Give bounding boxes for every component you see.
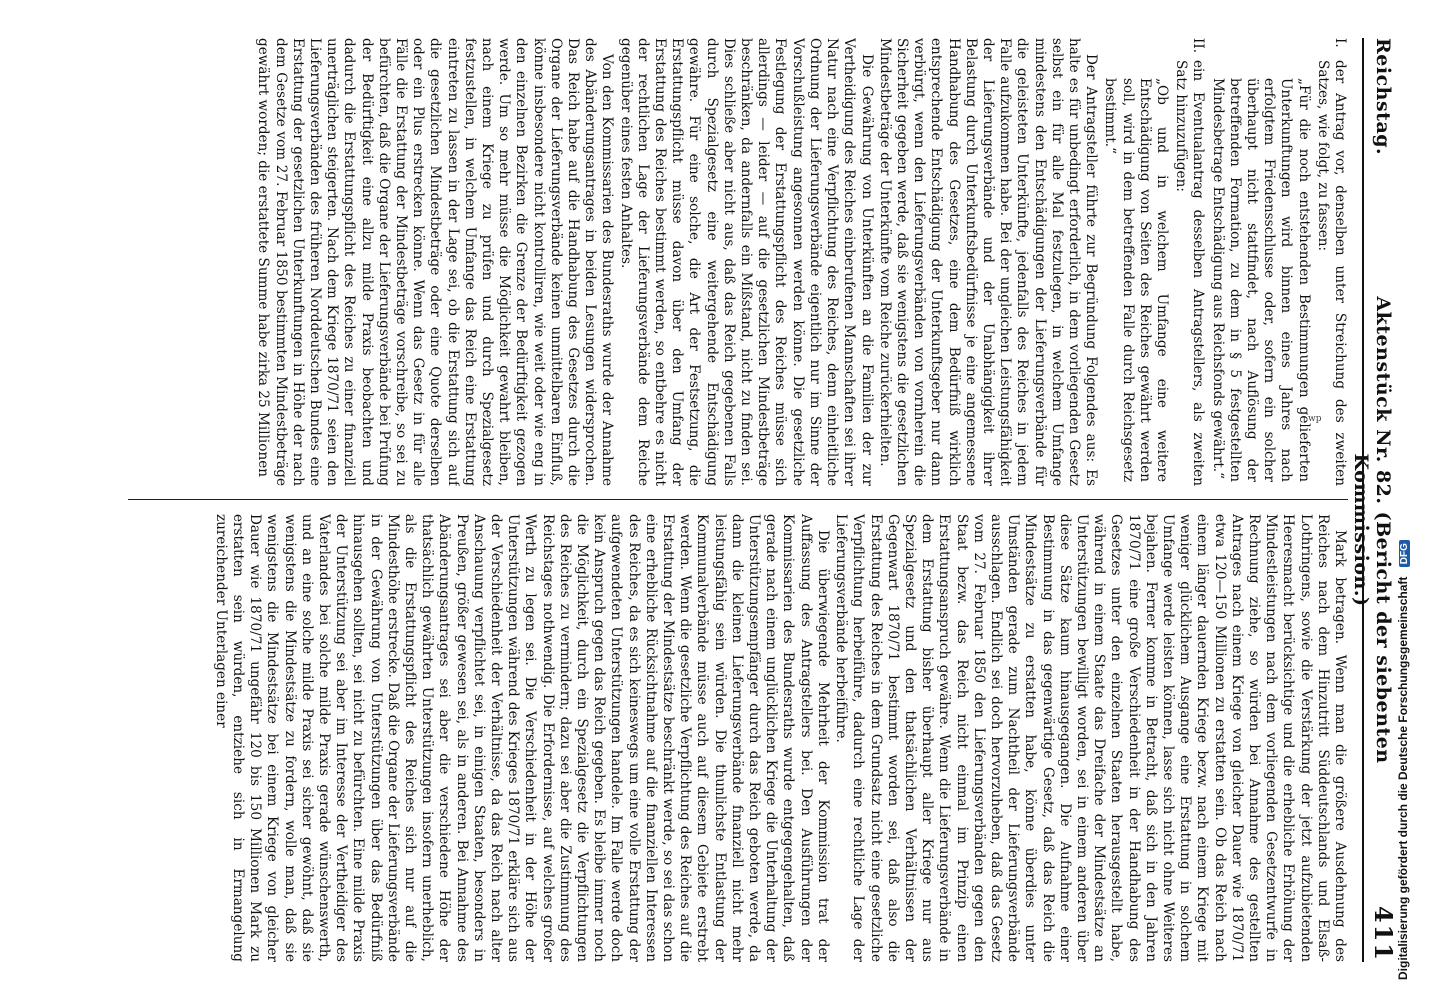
margin-mark: wp [1308, 414, 1322, 424]
quoted-text: „Für die noch entstehenden Bestimmungen gelieferten Unterkunftungen wird binnen eines Jahres nach erfolgtem Friedensschlusse oder, sofern ein solcher überhaupt nicht stattfindet, nach Auflösung der betreffenden Formation, zu dem in § 5 festgestellten Mindesbetrage Entschädigung aus Reichsfonds gewährt.“ [1209, 78, 1312, 482]
quoted-text: „Ob und in welchem Umfange eine weitere Entschädigung von Seiten des Reiches gewährt werden soll, wird in dem betreffenden Falle durch Reichsgesetz bestimmt.“ [1102, 78, 1170, 482]
left-column [118, 38, 1348, 486]
paragraph: Von den Kommissarien des Bundesraths wurde der Annahme des Abänderungsantrages in beiden Lesungen widersprochen. Das Reich habe auf die Handhabung des Gesetzes durch die Organe der Lieferungsverbände keinen unmittelbaren Einfluß, könne insbesondere nicht kontrolliren, wie weit oder wie eng in den einzelnen Bezirken die Grenze der Bedürftigkeit gezogen werde. Um so mehr müsse die Möglichkeit gewahrt bleiben, nach einem Kriege zu prüfen und durch Spezialgesetz festzustellen, in welchem Umfange das Reich eine Erstattung eintreten zu lassen in der Lage sei, ob die Erstattung sich auf die gesetzlichen Mindestbeträge oder eine Quote derselben oder ein Plus erstrecken könne. Wenn das Gesetz in für alle Fälle die Erstattung der Mindestbeträge vorschreibe, so sei zu befürchten, daß die Organe der Lieferungsverbände bei Prüfung der Bedürftigkeit eine allzu milde Praxis beobachten und dadurch die Erstattungspflicht des Reiches zu einer finanziell unerträglichen steigerten. Nach dem Kriege 1870/71 seien den Lieferungsverbänden des früheren Norddeutschen Bundes eine Erstattung der gesetzlichen Unterkunftungen in Höhe der nach dem Gesetze vom 27. Februar 1850 bestimmten Mindestbeträge gewährt worden; die erstattete Summe habe zirka 25 Millionen [255, 38, 616, 486]
digitization-note: Digitalisierung gefördert durch die Deutsche Forschungsgemeinschaft [1396, 576, 1410, 980]
right-column [118, 514, 1348, 962]
item-text: ein Eventualantrag desselben Antragstellers, als zweiten Satz hinzuzufügen: [1173, 60, 1207, 486]
paragraph: Die Gewährung von Unterkünften an die Familien der zur Vertheidigung des Reiches einberufenen Mannschaften sei ihrer Natur nach eine Verpflichtung des Reiches, denn einheitliche Ordnung der Lieferungsverbände eigentlich nur im Sinne der Vorschußleistung angesonnen werden könne. Die gesetzliche Festlegung der Erstattungspflicht des Reiches müsse sich allerdings — leider — auf die gesetzlichen Mindestbeträge beschränken, da andernfalls ein Mißstand, nicht zu finden sei. Dies schließe aber nicht aus, daß das Reich gegebenen Falls durch Spezialgesetz eine weitergehende Entschädigung gewähre. Für eine solche, die Art der Festsetzung, die Erstattungspflicht müsse davon über den Umfang der Erstattung des Reiches bestimmt werden, so entbehre es nicht der rechtlichen Lage der Lieferungsverbände dem Reiche gegenüber eines festen Anhaltes. [617, 38, 875, 486]
item-number: I. [1332, 38, 1348, 48]
list-item [1172, 38, 1206, 486]
item-text: der Antrag vor, denselben unter Streichung des zweiten Satzes, wie folgt, zu fassen: [1314, 60, 1348, 486]
footer-text [1396, 120, 1416, 980]
header-center-title: Aktenstück Nr. 82. (Bericht der siebenten Kommission.) [1350, 296, 1394, 764]
scanned-page [88, 20, 1408, 980]
paragraph: Die überwiegende Mehrheit der Kommission trat der Auffassung des Antragstellers bei. Den Ausführungen der Kommissarien des Bundesraths wurde entgegengehalten, daß gerade nach einem unglücklichen Kriege die Unterhaltung der Unterstützungsempfänger durch das Reich geboten werde, da dann die kleinen Lieferungsverbände finanziell nicht mehr leistungsfähig sein würden. Die thunlichste Entlastung der Kommunalverbände müsse auch auf diesem Gebiete erstrebt werden. Wenn die gesetzliche Verpflichtung des Reiches auf die Erstattung der Mindestsätze beschränkt werde, so sei das schon eine erhebliche Rücksichtnahme auf die finanziellen Interessen des Reiches, da es sich keineswegs um eine volle Erstattung der aufgewendeten Unterstützungen handele. Im Falle werde doch kein Anspruch gegen das Reich gegeben. Es bleibe immer noch die Möglichkeit, durch ein Spezialgesetz die Verpflichtungen des Reiches zu vermindern; dazu sei aber die Zustimmung des Reichstages nothwendig. Die Erfordernisse, auf welches großer Werth zu legen sei. Die Verschiedenheit in der Höhe der Unterstützungen während des Krieges 1870/71 erkläre sich aus der Verschiedenheit der Verhältnisse, da das Reich nach alter Anschauung verpflichtet sei, in einigen Staaten, besonders in Preußen, größer gewesen sei, als in anderen. Bei Annahme des Abänderungsantrages sei aber die verschiedene Höhe der thatsächlich gewährten Unterstützungen insofern unerheblich, als die Erstattungspflicht des Reiches sich nur auf die Mindesthöhe erstrecke. Daß die Organe der Lieferungsverbände in der Gewährung von Unterstützungen über das Bedürfniß hinausgehen sollten, sei nicht zu befürchten. Eine milde Praxis der Unterstützung sei aber im Interesse der Vertheidiger des Vaterlandes bei solche milde Praxis gerade wünschenswerth, und an eine solche milde Praxis sei sicher gewöhnt, daß sie wenigstens die Mindestsätze zu fordern, wolle man, daß sie wenigstens die Mindestsätze bei einem Kriege von gleicher Dauer wie 1870/71 ungefähr 120 bis 150 Millionen Mark zu erstatten sein würden, entziehe sich in Ermangelung zureichender Unterlagen einer [212, 514, 831, 962]
page-number: 411 [1369, 905, 1398, 962]
column-divider [128, 499, 1348, 500]
dfg-logo: DFG [1399, 540, 1410, 567]
paragraph: Mark betragen. Wenn man die größere Ausdehnung des Reiches nach dem Hinzutritt Süddeutschlands und Elsaß-Lothringens, sowie die Verstärkung der jetzt aufzubietenden Heeresmacht berücksichtige und die erhebliche Erhöhung der Mindestleistungen nach dem vorliegenden Gesetzentwurfe in Rechnung ziehe, so würden bei Annahme des gestellten Antrages nach einem Kriege von gleicher Dauer wie 1870/71 etwa 120—150 Millionen zu erstatten sein. Ob das Reich nach einem länger dauernden Kriege bezw. nach einem Kriege mit weniger glücklichem Ausgange eine Erstattung in solchem Umfange werde leisten können, lasse sich nicht ohne Weiteres bejahen. Ferner komme in Betracht, daß sich in den Jahren 1870/71 eine große Verschiedenheit in der Handhabung des Gesetzes unter den einzelnen Staaten herausgestellt habe, während in einem Staate das Dreifache der Mindestsätze an Unterstützungen bewilligt worden, sei in einem anderen über diese Sätze kaum hinausgegangen. Die Aufnahme einer Bestimmung in das gegenwärtige Gesetz, daß das Reich die Mindestsätze zu erstatten habe, könne überdies unter Umständen gerade zum Nachtheil der Lieferungsverbände ausschlagen. Endlich sei doch hervorzuheben, daß das Gesetz vom 27. Februar 1850 den Lieferungsverbänden gegen den Staat bezw. das Reich nicht einmal im Prinzip einen Erstattungsanspruch gewähre. Wenn die Lieferungsverbände in dem Erstattung bisher überhaupt aller Kriege nur aus Spezialgesetz und den thatsächlichen Verhältnissen der Gegenwart 1870/71 bestimmt worden sei, daß also die Erstattung des Reiches in dem Grundsatz nicht eine gesetzliche Verpflichtung herbeiführe, dadurch eine rechtliche Lage der Lieferungsverbände herbeiführe. [833, 514, 1348, 962]
digitization-footer [1388, 120, 1428, 980]
item-number: II. [1190, 38, 1207, 54]
paragraph: Der Antragsteller führte zur Begründung Folgendes aus: Es halte es für unbedingt erforderlich, in dem vorliegenden Gesetz selbst ein für alle Mal festzulegen, in welchem Umfange mindestens den Entschädigungen der Lieferungsverbände für die geleisteten Unterkünfte, jedenfalls des Reiches in jedem Falle aufzukommen habe. Bei der ungleichen Leistungsfähigkeit der Lieferungsverbände und der Unabhängigkeit ihrer Belastung durch Unterkunftsbedürfnisse je eine angemessene Handhabung des Gesetzes, eine dem Bedürfniß wirklich entsprechende Entschädigung der Unterkunftsgeber nur dann verbürgt, wenn den Lieferungsverbänden von vornherein die Sicherheit gegeben werde, daß sie wenigstens die gesetzlichen Mindestbeträge der Unterkünfte vom Reiche zurückerhielten. [876, 38, 1100, 486]
header-left-title: Reichstag. [1372, 38, 1394, 156]
